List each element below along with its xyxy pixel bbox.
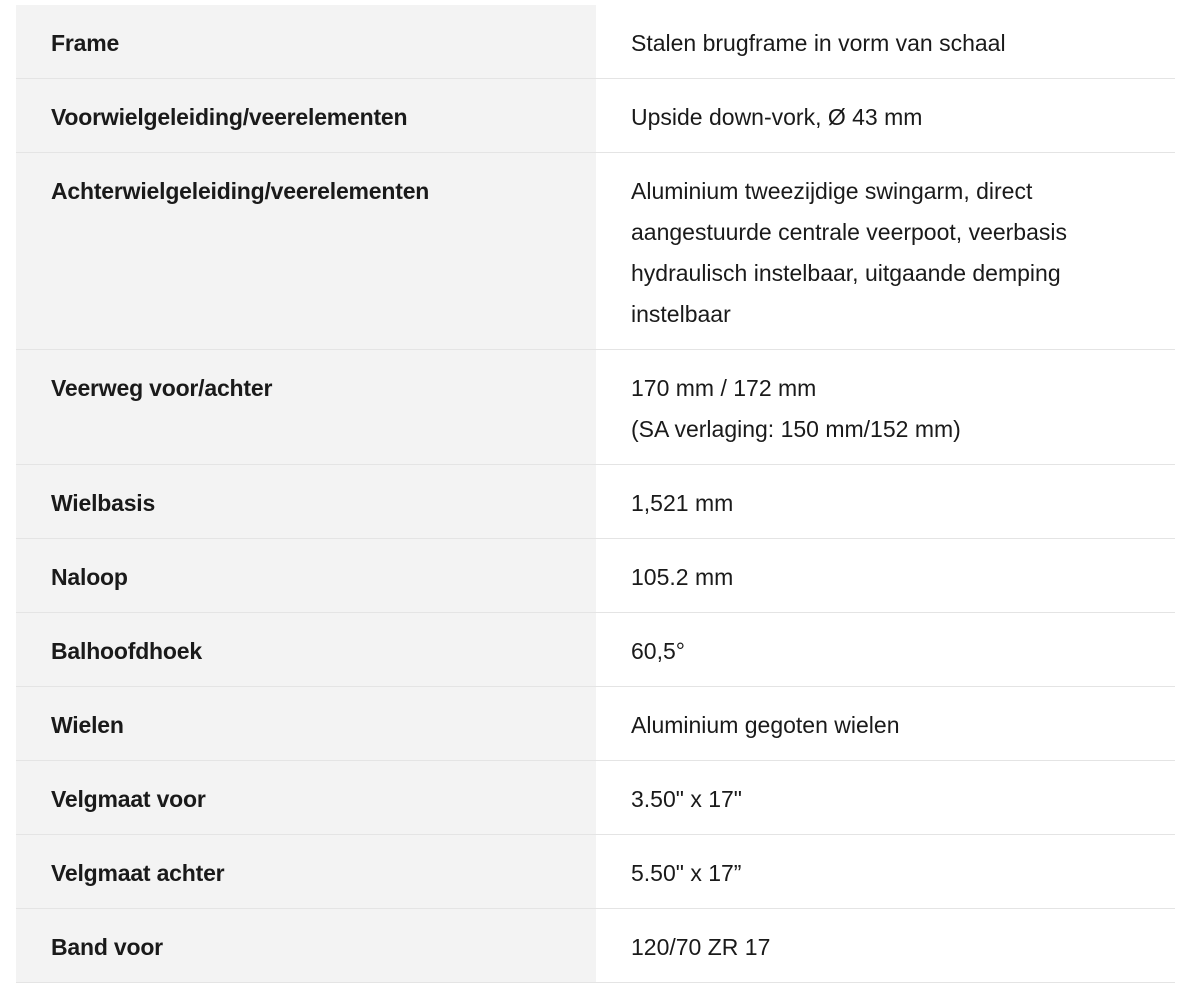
spec-label: Achterwielgeleiding/veerelementen (16, 153, 596, 350)
spec-row-wielen (16, 687, 1175, 761)
spec-label: Frame (16, 5, 596, 79)
spec-row-veerweg (16, 350, 1175, 465)
spec-value: 60,5° (631, 638, 685, 664)
spec-value: Aluminium tweezijdige swingarm, direct aangestuurde centrale veerpoot, veerbasis hydraulisch instelbaar, uitgaande demping instelbaar (631, 178, 1068, 327)
spec-row-naloop (16, 539, 1175, 613)
spec-label: Voorwielgeleiding/veerelementen (16, 79, 596, 153)
spec-row-balhoofdhoek (16, 613, 1175, 687)
spec-row-voorwielgeleiding (16, 79, 1175, 153)
spec-value: 5.50" x 17” (631, 860, 742, 886)
spec-value: 170 mm / 172 mm (SA verlaging: 150 mm/152 mm) (631, 375, 961, 442)
spec-label: Naloop (16, 539, 596, 613)
spec-row-velgmaat-voor (16, 761, 1175, 835)
spec-label: Balhoofdhoek (16, 613, 596, 687)
spec-label: Band voor (16, 909, 596, 983)
spec-value: Aluminium gegoten wielen (631, 712, 900, 738)
spec-value: 1,521 mm (631, 490, 734, 516)
spec-value: 105.2 mm (631, 564, 734, 590)
spec-value: Upside down-vork, Ø 43 mm (631, 104, 923, 130)
spec-label: Veerweg voor/achter (16, 350, 596, 465)
spec-value: Stalen brugframe in vorm van schaal (631, 30, 1006, 56)
spec-label: Velgmaat voor (16, 761, 596, 835)
spec-row-achterwielgeleiding (16, 153, 1175, 350)
spec-row-velgmaat-achter (16, 835, 1175, 909)
spec-label: Wielbasis (16, 465, 596, 539)
spec-row-frame (16, 5, 1175, 79)
spec-label: Velgmaat achter (16, 835, 596, 909)
spec-row-wielbasis (16, 465, 1175, 539)
spec-value: 120/70 ZR 17 (631, 934, 771, 960)
spec-label: Wielen (16, 687, 596, 761)
spec-value: 3.50" x 17" (631, 786, 742, 812)
spec-table (16, 5, 1175, 983)
spec-row-band-voor (16, 909, 1175, 983)
